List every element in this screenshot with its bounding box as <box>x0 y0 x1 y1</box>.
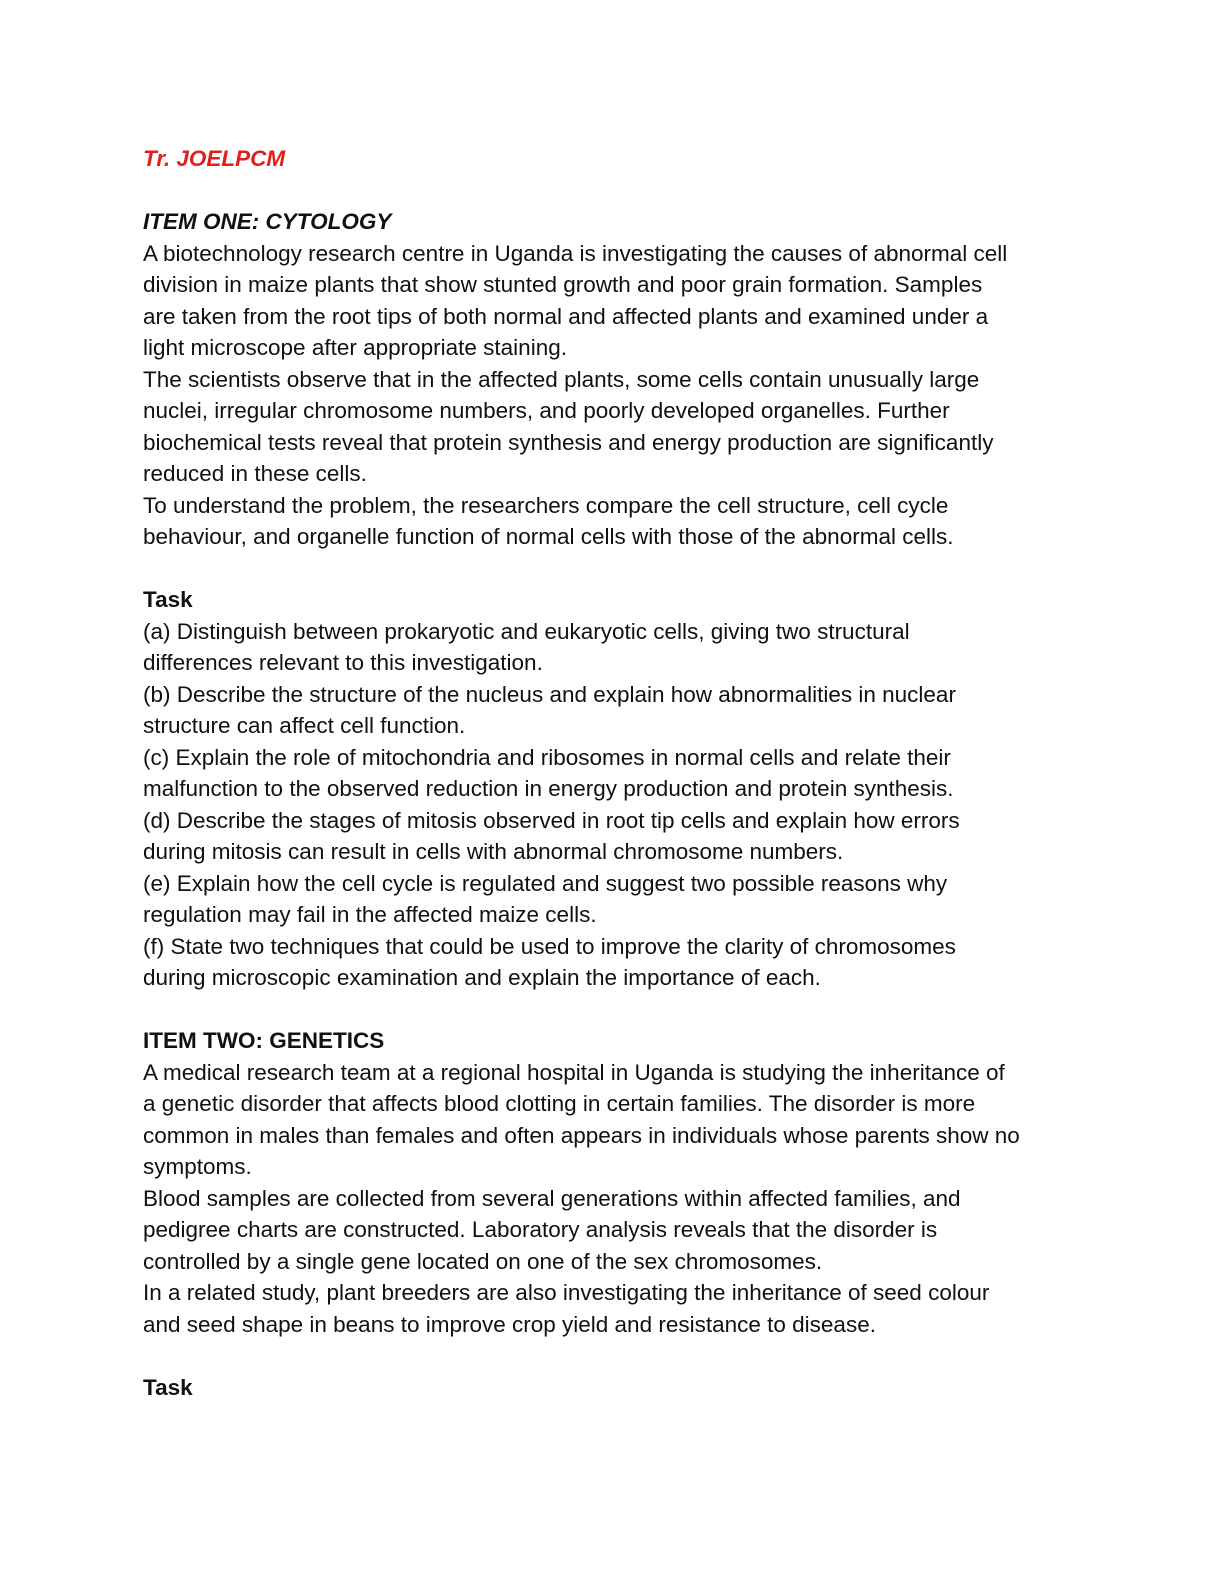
author-name: Tr. JOELPCM <box>143 146 286 171</box>
item-two-text-line: a genetic disorder that affects blood clotting in certain families. The disorder is more <box>143 1091 976 1116</box>
item-one-text-line: nuclei, irregular chromosome numbers, and poorly developed organelles. Further <box>143 398 950 423</box>
item-two-text-line: and seed shape in beans to improve crop yield and resistance to disease. <box>143 1311 876 1337</box>
spacer <box>143 1340 1083 1372</box>
task-line-f-cont: during microscopic examination and explain the importance of each. <box>143 965 821 990</box>
task-line-a-cont: differences relevant to this investigation. <box>143 650 543 675</box>
item-two-text-line: symptoms. <box>143 1154 252 1179</box>
item-one-text-line: behaviour, and organelle function of normal cells with those of the abnormal cells. <box>143 524 954 549</box>
task-line-b-cont: structure can affect cell function. <box>143 713 466 738</box>
item-one-section <box>143 206 1083 994</box>
item-one-text-line: biochemical tests reveal that protein synthesis and energy production are significantly <box>143 429 994 455</box>
item-two-section <box>143 1025 1083 1403</box>
item-one-text-line: are taken from the root tips of both normal and affected plants and examined under a <box>143 303 989 329</box>
item-two-text-line: Blood samples are collected from several generations within affected families, and <box>143 1185 961 1211</box>
task-line-d: (d) Describe the stages of mitosis observed in root tip cells and explain how errors <box>143 807 960 833</box>
spacer <box>143 994 1083 1026</box>
item-two-text-line: pedigree charts are constructed. Laboratory analysis reveals that the disorder is <box>143 1217 938 1242</box>
spacer <box>143 553 1083 585</box>
task-line-c: (c) Explain the role of mitochondria and ribosomes in normal cells and relate their <box>143 744 951 770</box>
task-line-d-cont: during mitosis can result in cells with abnormal chromosome numbers. <box>143 839 844 864</box>
item-two-text-line: controlled by a single gene located on one of the sex chromosomes. <box>143 1248 823 1274</box>
task-line-e-cont: regulation may fail in the affected maize cells. <box>143 902 597 927</box>
task-line-e: (e) Explain how the cell cycle is regulated and suggest two possible reasons why <box>143 870 948 896</box>
item-one-task-heading: Task <box>143 587 193 612</box>
item-one-text-line: To understand the problem, the researchers compare the cell structure, cell cycle <box>143 492 949 518</box>
item-two-text-line: In a related study, plant breeders are also investigating the inheritance of seed colour <box>143 1280 990 1305</box>
item-two-text-line: common in males than females and often appears in individuals whose parents show no <box>143 1122 1020 1148</box>
item-one-text-line: division in maize plants that show stunted growth and poor grain formation. Samples <box>143 272 983 297</box>
task-line-a: (a) Distinguish between prokaryotic and eukaryotic cells, giving two structural <box>143 618 910 644</box>
item-two-heading: ITEM TWO: GENETICS <box>143 1028 385 1053</box>
item-one-text-line: light microscope after appropriate staining. <box>143 335 567 360</box>
spacer <box>143 175 1083 207</box>
task-line-b: (b) Describe the structure of the nucleus and explain how abnormalities in nuclear <box>143 681 956 707</box>
item-one-text-line: The scientists observe that in the affected plants, some cells contain unusually large <box>143 366 980 392</box>
item-two-text-line: A medical research team at a regional hospital in Uganda is studying the inheritance of <box>143 1059 1005 1085</box>
task-line-c-cont: malfunction to the observed reduction in energy production and protein synthesis. <box>143 776 954 801</box>
item-one-heading: ITEM ONE: CYTOLOGY <box>143 209 392 234</box>
document-page <box>143 143 1083 1403</box>
item-one-text-line: A biotechnology research centre in Uganda is investigating the causes of abnormal cell <box>143 240 1008 266</box>
item-one-text-line: reduced in these cells. <box>143 461 367 486</box>
task-line-f: (f) State two techniques that could be used to improve the clarity of chromosomes <box>143 933 956 959</box>
item-two-task-heading: Task <box>143 1374 193 1400</box>
